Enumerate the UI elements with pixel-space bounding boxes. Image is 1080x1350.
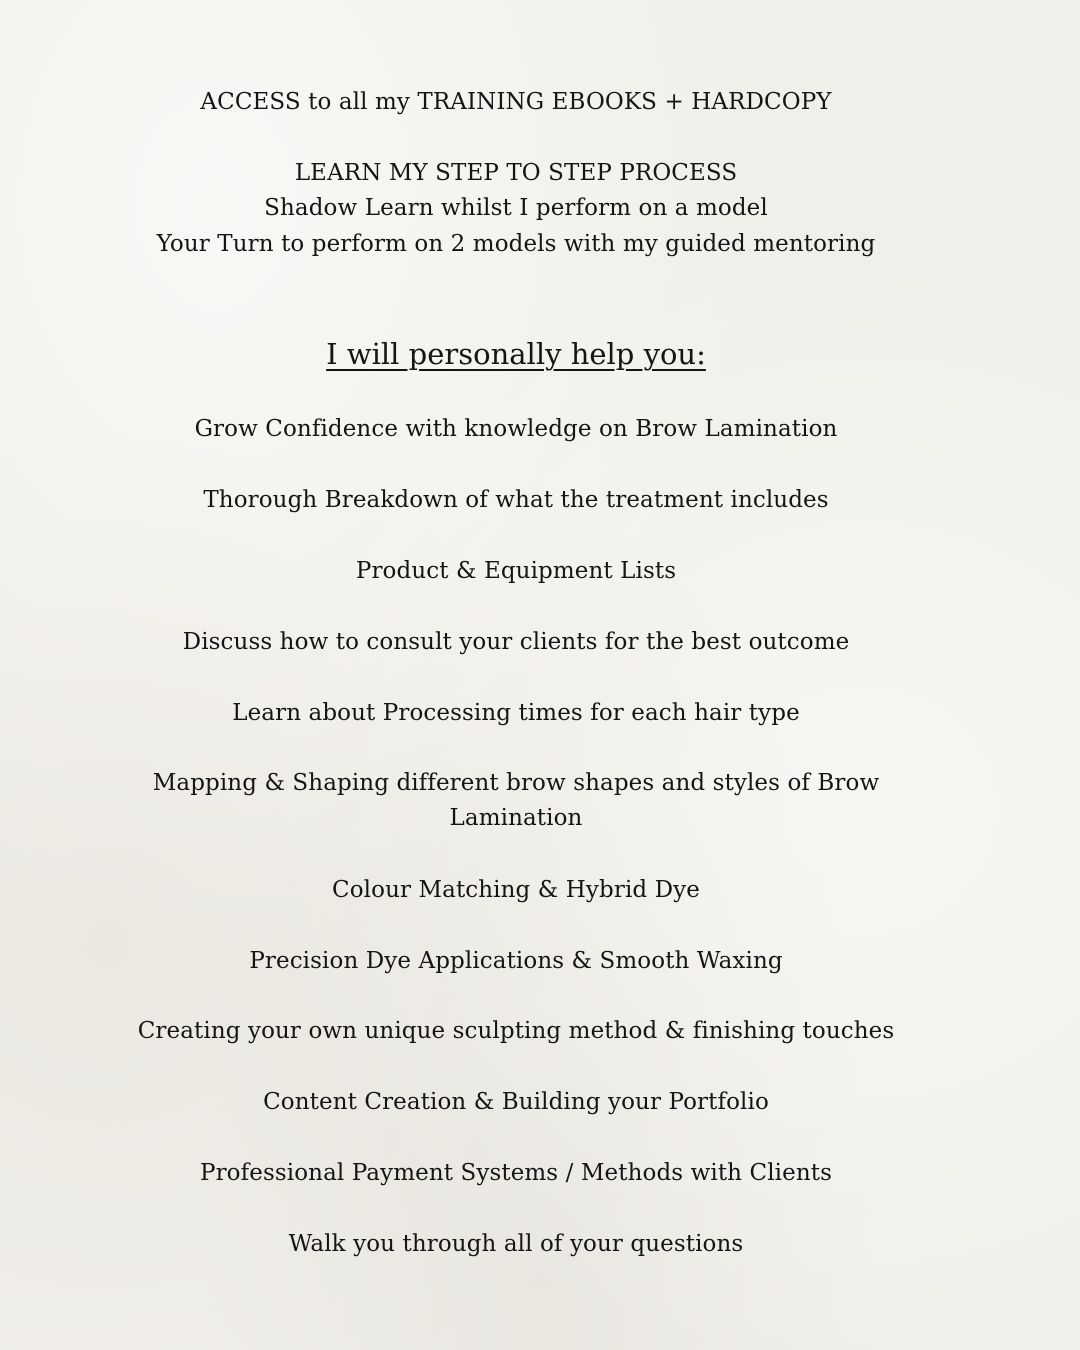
- benefit-item: Colour Matching & Hybrid Dye: [332, 877, 700, 903]
- benefit-item: Mapping & Shaping different brow shapes and styles of Brow Lamination: [152, 770, 880, 831]
- benefit-item: Product & Equipment Lists: [355, 558, 677, 584]
- benefit-item: Learn about Processing times for each hair type: [232, 700, 800, 726]
- benefit-item: Discuss how to consult your clients for the best outcome: [182, 629, 850, 655]
- section-heading: I will personally help you:: [326, 337, 706, 371]
- access-line: ACCESS to all my TRAINING EBOOKS + HARDCOPY: [200, 89, 832, 115]
- benefit-item: Thorough Breakdown of what the treatment includes: [203, 487, 829, 513]
- your-turn-line: Your Turn to perform on 2 models with my guided mentoring: [156, 231, 876, 257]
- benefit-item: Grow Confidence with knowledge on Brow Lamination: [194, 416, 838, 442]
- benefit-item: Creating your own unique sculpting method & finishing touches: [137, 1018, 895, 1044]
- benefit-item: Walk you through all of your questions: [288, 1231, 744, 1257]
- benefit-item: Precision Dye Applications & Smooth Waxing: [249, 948, 783, 974]
- benefit-item: Professional Payment Systems / Methods with Clients: [200, 1160, 832, 1186]
- benefit-item: Content Creation & Building your Portfolio: [263, 1089, 769, 1115]
- shadow-learn-line: Shadow Learn whilst I perform on a model: [264, 195, 768, 221]
- process-title: LEARN MY STEP TO STEP PROCESS: [294, 160, 738, 186]
